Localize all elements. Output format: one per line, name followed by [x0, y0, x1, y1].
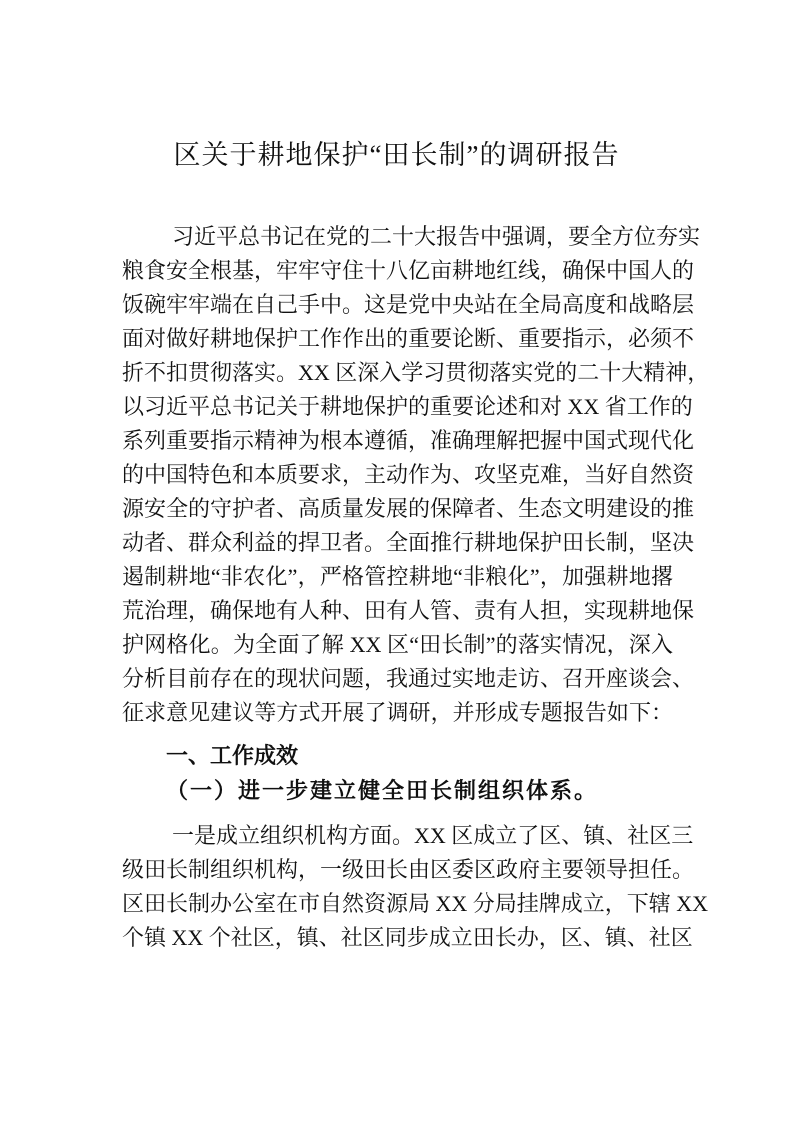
text-line: 护网格化。为全面了解 XX 区“田长制”的落实情况，深入	[122, 632, 673, 657]
text-line: 一是成立组织机构方面。XX 区成立了区、镇、社区三	[172, 823, 694, 848]
text-line: 饭碗牢牢端在自己手中。这是党中央站在全局高度和战略层	[122, 292, 695, 317]
text-line: 源安全的守护者、高质量发展的保障者、生态文明建设的推	[122, 496, 695, 521]
text-line: 以习近平总书记关于耕地保护的重要论述和对 XX 省工作的	[122, 394, 693, 419]
text-line: 分析目前存在的现状问题，我通过实地走访、召开座谈会、	[122, 666, 695, 691]
document-title: 区关于耕地保护“田长制”的调研报告	[173, 140, 620, 170]
text-line: 系列重要指示精神为根本遵循，准确理解把握中国式现代化	[122, 428, 695, 453]
body-paragraph	[122, 819, 709, 955]
text-line: 遏制耕地“非农化”，严格管控耕地“非粮化”，加强耕地撂	[122, 564, 673, 589]
text-line: 粮食安全根基，牢牢守住十八亿亩耕地红线，确保中国人的	[122, 258, 695, 283]
text-line: 个镇 XX 个社区，镇、社区同步成立田长办，区、镇、社区	[122, 925, 693, 950]
text-line: 级田长制组织机构，一级田长由区委区政府主要领导担任。	[122, 857, 695, 882]
text-line: 折不扣贯彻落实。XX 区深入学习贯彻落实党的二十大精神，	[122, 360, 710, 385]
text-line: 的中国特色和本质要求，主动作为、攻坚克难，当好自然资	[122, 462, 695, 487]
text-line: 面对做好耕地保护工作作出的重要论断、重要指示，必须不	[122, 326, 695, 351]
text-line: 区田长制办公室在市自然资源局 XX 分局挂牌成立，下辖 XX	[122, 891, 709, 916]
subsection-heading: （一）进一步建立健全田长制组织体系。	[166, 778, 599, 803]
text-line: 征求意见建议等方式开展了调研，并形成专题报告如下：	[122, 700, 673, 725]
document-body	[122, 220, 710, 955]
text-line: 荒治理，确保地有人种、田有人管、责有人担，实现耕地保	[122, 598, 695, 623]
section-heading: 一、工作成效	[166, 743, 299, 768]
intro-paragraph	[122, 220, 710, 730]
text-line: 习近平总书记在党的二十大报告中强调，要全方位夯实	[172, 224, 701, 249]
text-line: 动者、群众利益的捍卫者。全面推行耕地保护田长制，坚决	[122, 530, 695, 555]
